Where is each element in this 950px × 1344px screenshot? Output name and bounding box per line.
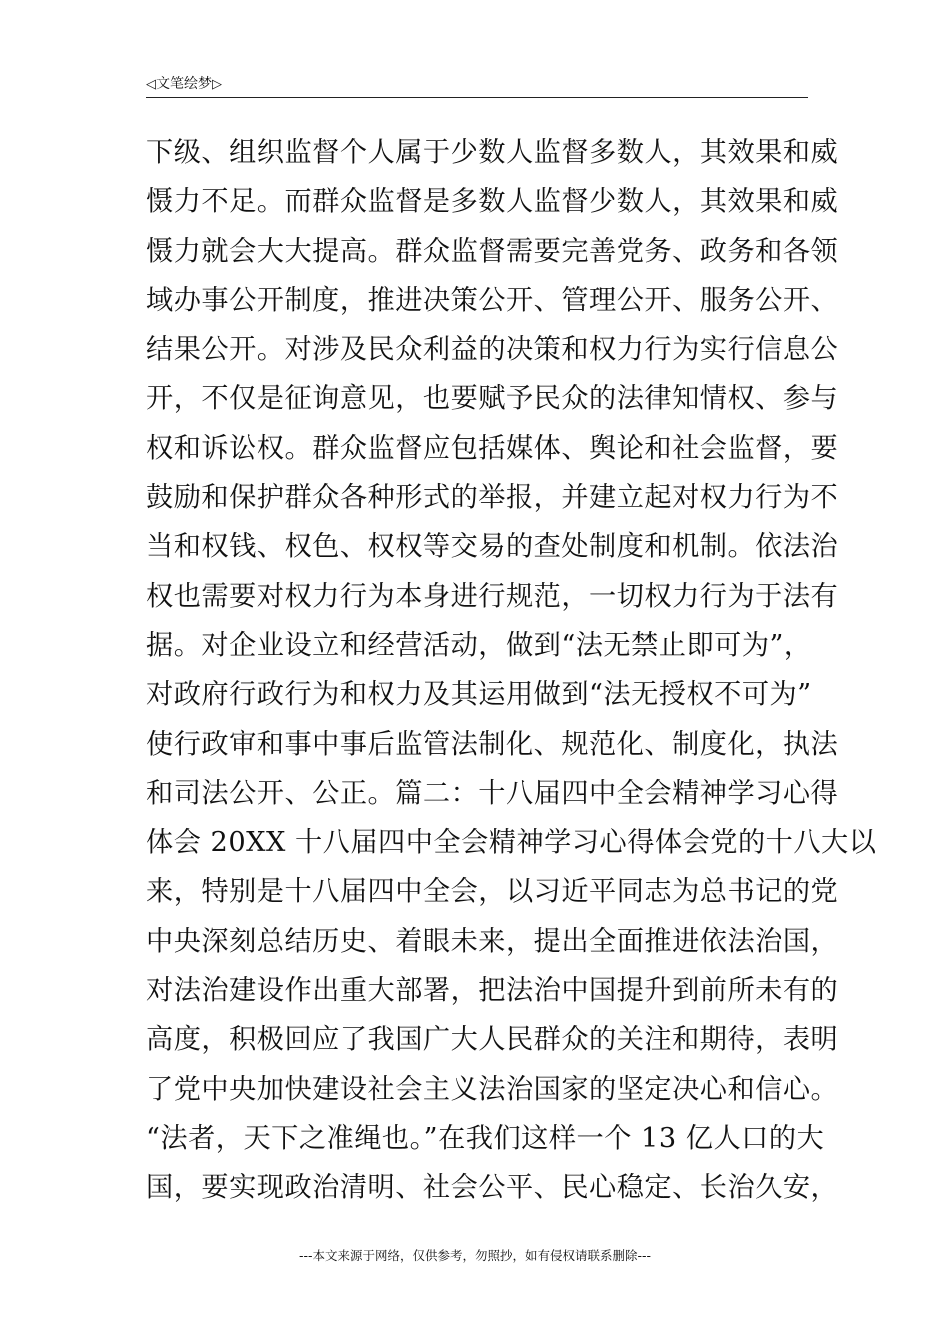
text-line: 开，不仅是征询意见，也要赋予民众的法律知情权、参与 [146, 383, 839, 415]
text-line: 使行政审和事中事后监管法制化、规范化、制度化，执法 [146, 728, 839, 760]
right-triangle-icon: ▷ [212, 77, 222, 92]
header-divider [146, 97, 808, 98]
text-line: 结果公开。对涉及民众利益的决策和权力行为实行信息公 [146, 334, 839, 366]
text-line: 体会 20XX 十八届四中全会精神学习心得体会党的十八大以 [146, 827, 877, 859]
text-line: 权和诉讼权。群众监督应包括媒体、舆论和社会监督，要 [146, 432, 839, 464]
text-line: 来，特别是十八届四中全会，以习近平同志为总书记的党 [146, 876, 839, 908]
text-line: “法者，天下之准绳也。”在我们这样一个 13 亿人口的大 [146, 1122, 825, 1154]
text-line: 高度，积极回应了我国广大人民群众的关注和期待，表明 [146, 1024, 839, 1056]
document-body [146, 128, 877, 1213]
left-triangle-icon: ◁ [146, 77, 156, 92]
text-line: 鼓励和保护群众各种形式的举报，并建立起对权力行为不 [146, 482, 839, 514]
text-line: 对法治建设作出重大部署，把法治中国提升到前所未有的 [146, 975, 839, 1007]
page-header [146, 74, 806, 98]
text-line: 中央深刻总结历史、着眼未来，提出全面推进依法治国， [146, 925, 839, 957]
text-line: 了党中央加快建设社会主义法治国家的坚定决心和信心。 [146, 1073, 839, 1105]
text-line: 当和权钱、权色、权权等交易的查处制度和机制。依法治 [146, 531, 839, 563]
text-line: 域办事公开制度，推进决策公开、管理公开、服务公开、 [146, 284, 839, 316]
footer-disclaimer: ---本文来源于网络，仅供参考，勿照抄，如有侵权请联系删除--- [298, 1248, 652, 1263]
text-line: 下级、组织监督个人属于少数人监督多数人，其效果和威 [146, 137, 839, 168]
text-line: 慑力不足。而群众监督是多数人监督少数人，其效果和威 [146, 186, 839, 218]
text-line: 国，要实现政治清明、社会公平、民心稳定、长治久安， [146, 1172, 839, 1204]
text-line: 慑力就会大大提高。群众监督需要完善党务、政务和各领 [146, 235, 839, 267]
text-line: 据。对企业设立和经营活动，做到“法无禁止即可为”， [146, 629, 812, 661]
text-line: 对政府行政行为和权力及其运用做到“法无授权不可为” [146, 679, 812, 711]
text-line: 和司法公开、公正。篇二：十八届四中全会精神学习心得 [146, 777, 839, 809]
header-title: 文笔绘梦 [156, 76, 212, 92]
text-line: 权也需要对权力行为本身进行规范，一切权力行为于法有 [146, 580, 839, 612]
